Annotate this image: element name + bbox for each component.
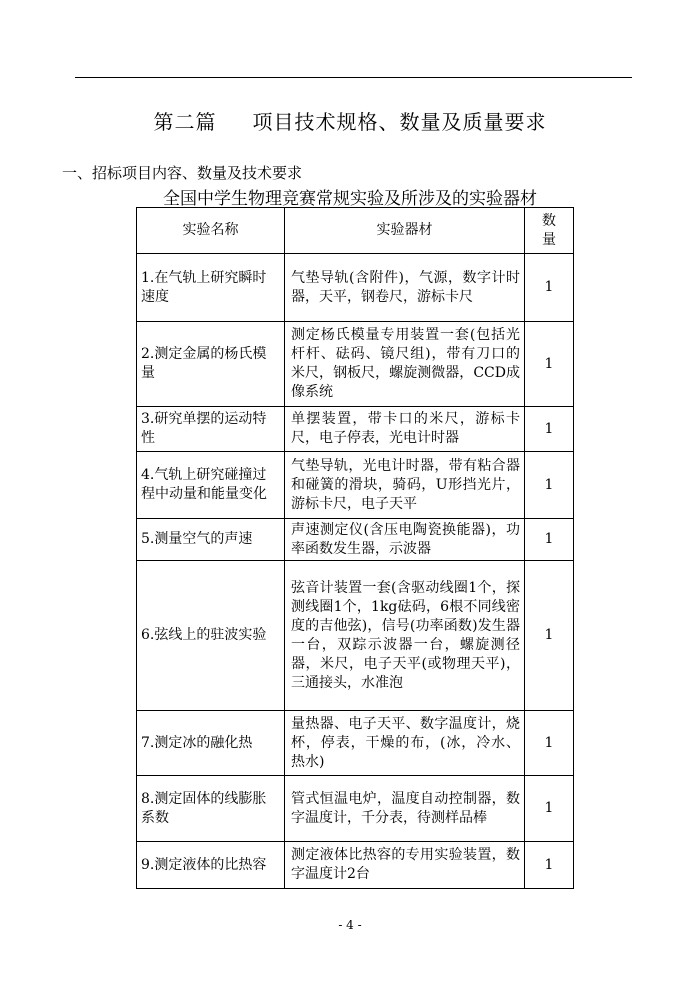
- experiment-name: 4.气轨上研究碰撞过程中动量和能量变化: [137, 452, 285, 519]
- column-header-equipment: 实验器材: [285, 208, 525, 254]
- quantity-value: 1: [525, 407, 574, 452]
- table-row: [137, 407, 574, 452]
- table-row: [137, 322, 574, 407]
- equipment-list: 弦音计装置一套(含驱动线圈1个，探测线圈1个，1kg砝码，6根不同线密度的吉他弦)，信号(功率函数)发生器一台，双踪示波器一台，螺旋测径器，米尺，电子天平(或物理天平)，三通接头，水准泡: [285, 561, 525, 711]
- table-header-row: [137, 208, 574, 254]
- title-part-label: 第二篇: [153, 110, 217, 134]
- quantity-value: 1: [525, 322, 574, 407]
- quantity-value: 1: [525, 776, 574, 842]
- quantity-value: 1: [525, 519, 574, 561]
- equipment-list: 单摆装置，带卡口的米尺，游标卡尺，电子停表，光电计时器: [285, 407, 525, 452]
- quantity-value: 1: [525, 842, 574, 889]
- quantity-value: 1: [525, 452, 574, 519]
- column-header-quantity: 数量: [525, 208, 574, 254]
- table-row: [137, 776, 574, 842]
- experiment-name: 6.弦线上的驻波实验: [137, 561, 285, 711]
- section-heading: 一、招标项目内容、数量及技术要求: [62, 164, 303, 182]
- experiment-name: 5.测量空气的声速: [137, 519, 285, 561]
- equipment-list: 管式恒温电炉，温度自动控制器，数字温度计，千分表，待测样品棒: [285, 776, 525, 842]
- experiment-name: 2.测定金属的杨氏模量: [137, 322, 285, 407]
- equipment-table: [136, 207, 574, 889]
- title-main-text: 项目技术规格、数量及质量要求: [252, 110, 547, 134]
- table-row: [137, 561, 574, 711]
- experiment-name: 1.在气轨上研究瞬时速度: [137, 254, 285, 322]
- experiment-name: 3.研究单摆的运动特性: [137, 407, 285, 452]
- equipment-list: 气垫导轨(含附件)，气源，数字计时器，天平，钢卷尺，游标卡尺: [285, 254, 525, 322]
- table-row: [137, 254, 574, 322]
- equipment-list: 量热器、电子天平、数字温度计，烧杯，停表，干燥的布，(冰，冷水、热水): [285, 711, 525, 776]
- experiment-name: 7.测定冰的融化热: [137, 711, 285, 776]
- quantity-value: 1: [525, 561, 574, 711]
- table-row: [137, 842, 574, 889]
- page-number: - 4 -: [338, 918, 362, 932]
- equipment-list: 声速测定仪(含压电陶瓷换能器)，功率函数发生器，示波器: [285, 519, 525, 561]
- table-row: [137, 452, 574, 519]
- experiment-name: 8.测定固体的线膨胀系数: [137, 776, 285, 842]
- table-row: [137, 711, 574, 776]
- quantity-value: 1: [525, 711, 574, 776]
- equipment-list: 测定液体比热容的专用实验装置，数字温度计2台: [285, 842, 525, 889]
- equipment-list: 气垫导轨，光电计时器，带有粘合器和碰簧的滑块，骑码，U形挡光片，游标卡尺，电子天平: [285, 452, 525, 519]
- column-header-name: 实验名称: [137, 208, 285, 254]
- experiment-name: 9.测定液体的比热容: [137, 842, 285, 889]
- table-row: [137, 519, 574, 561]
- header-rule: [75, 77, 632, 78]
- table-caption: 全国中学生物理竞赛常规实验及所涉及的实验器材: [163, 189, 537, 209]
- quantity-value: 1: [525, 254, 574, 322]
- page-title: [0, 106, 700, 135]
- equipment-list: 测定杨氏模量专用装置一套(包括光杆杆、砝码、镜尺组)，带有刀口的米尺，钢板尺，螺旋测微器，CCD成像系统: [285, 322, 525, 407]
